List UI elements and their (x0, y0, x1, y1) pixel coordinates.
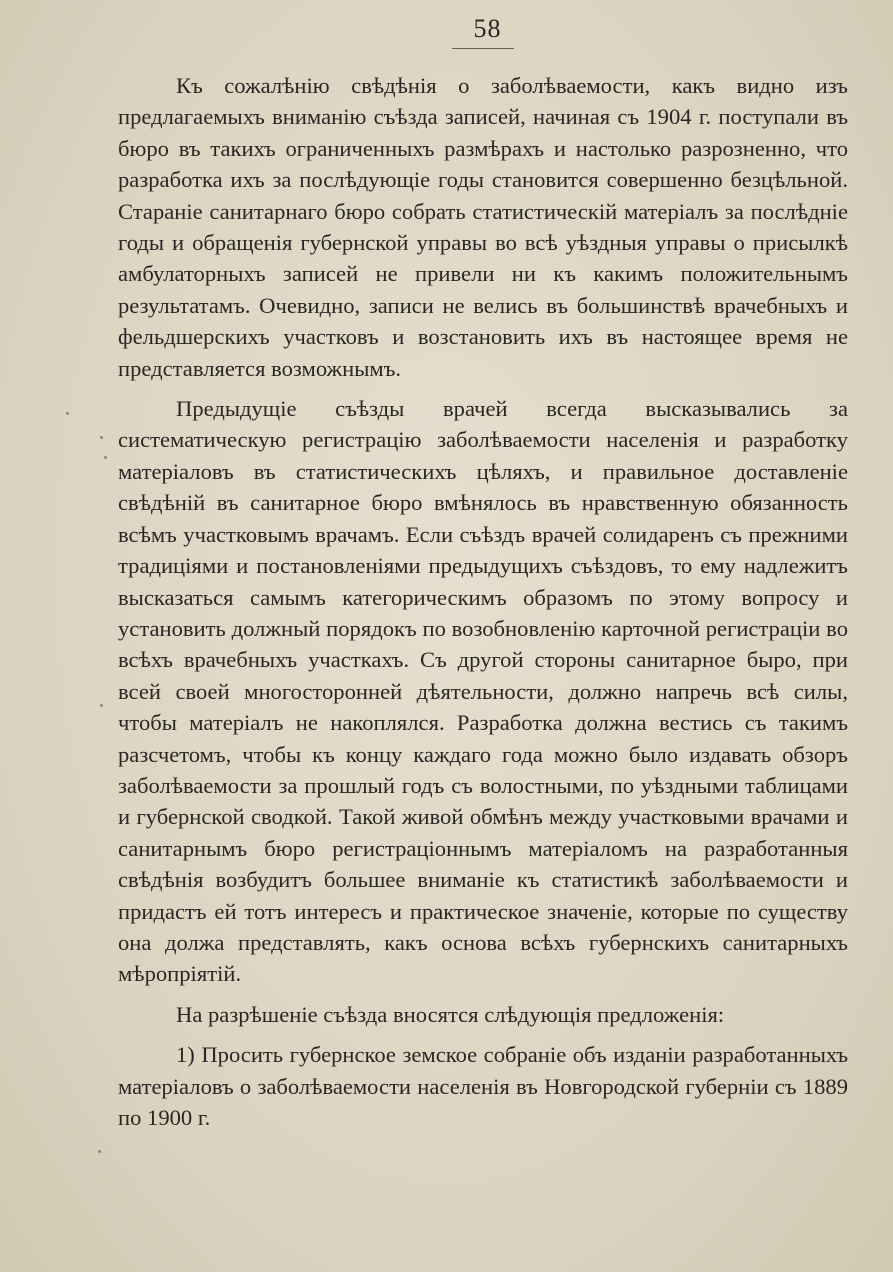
page-number-rule (452, 48, 514, 49)
paragraph-1: Къ сожалѣнію свѣдѣнія о заболѣваемости, какъ видно изъ предлагаемыхъ вниманію съѣзда записей, начиная съ 1904 г. поступали въ бюро въ такихъ ограниченныхъ размѣрахъ и настолько разрозненно, что разработка ихъ за послѣдующіе годы становится совершенно безцѣльной. Стараніе санитарнаго бюро собрать статистическій матеріалъ за послѣдніе годы и обращенія губернской управы во всѣ уѣздныя управы о присылкѣ амбулаторныхъ записей не привели ни къ какимъ положительнымъ результатамъ. Очевидно, записи не велись въ большинствѣ врачебныхъ и фельдшерскихъ участковъ и возстановить ихъ въ настоящее время не представляется возможнымъ. (118, 73, 848, 381)
text-body (118, 70, 848, 1133)
paper-speck (100, 704, 103, 707)
paragraph-3: На разрѣшеніе съѣзда вносятся слѣдующія предложенія: (176, 1001, 725, 1027)
paper-speck (66, 412, 69, 415)
paragraph-4: 1) Просить губернское земское собраніе объ изданіи разработанныхъ матеріаловъ о заболѣваемости населенія въ Новгородской губерніи съ 1889 по 1900 г. (118, 1042, 848, 1130)
page-number: 58 (473, 14, 502, 43)
paper-speck (100, 436, 103, 439)
paragraph-2: Предыдущіе съѣзды врачей всегда высказывались за систематическую регистрацію заболѣваемости населенія и разработку матеріаловъ въ статистическихъ цѣляхъ, и правильное доставленіе свѣдѣній въ санитарное бюро вмѣнялось въ нравственную обязанность всѣмъ участковымъ врачамъ. Если съѣздъ врачей солидаренъ съ прежними традиціями и постановленіями предыдущихъ съѣздовъ, то ему надлежитъ высказаться самымъ категорическимъ образомъ по этому вопросу и установить должный порядокъ по возобновленію карточной регистраціи во всѣхъ врачебныхъ участкахъ. Съ другой стороны санитарное быро, при всей своей многосторонней дѣятельности, должно напречь всѣ силы, чтобы матеріалъ не накоплялся. Разработка должна вестись съ такимъ разсчетомъ, чтобы къ концу каждаго года можно было издавать обзоръ заболѣваемости за прошлый годъ съ волостными, по уѣздными таблицами и губернской сводкой. Такой живой обмѣнъ между участковыми врачами и санитарнымъ бюро регистраціоннымъ матеріаломъ на разработанныя свѣдѣнія возбудитъ большее вниманіе къ статистикѣ заболѣваемости и придастъ ей тотъ интересъ и практическое значеніе, которые по существу она должа представлять, какъ основа всѣхъ губернскихъ санитарныхъ мѣропріятій. (118, 396, 848, 987)
paper-speck (104, 456, 107, 459)
paper-speck (98, 1150, 101, 1153)
